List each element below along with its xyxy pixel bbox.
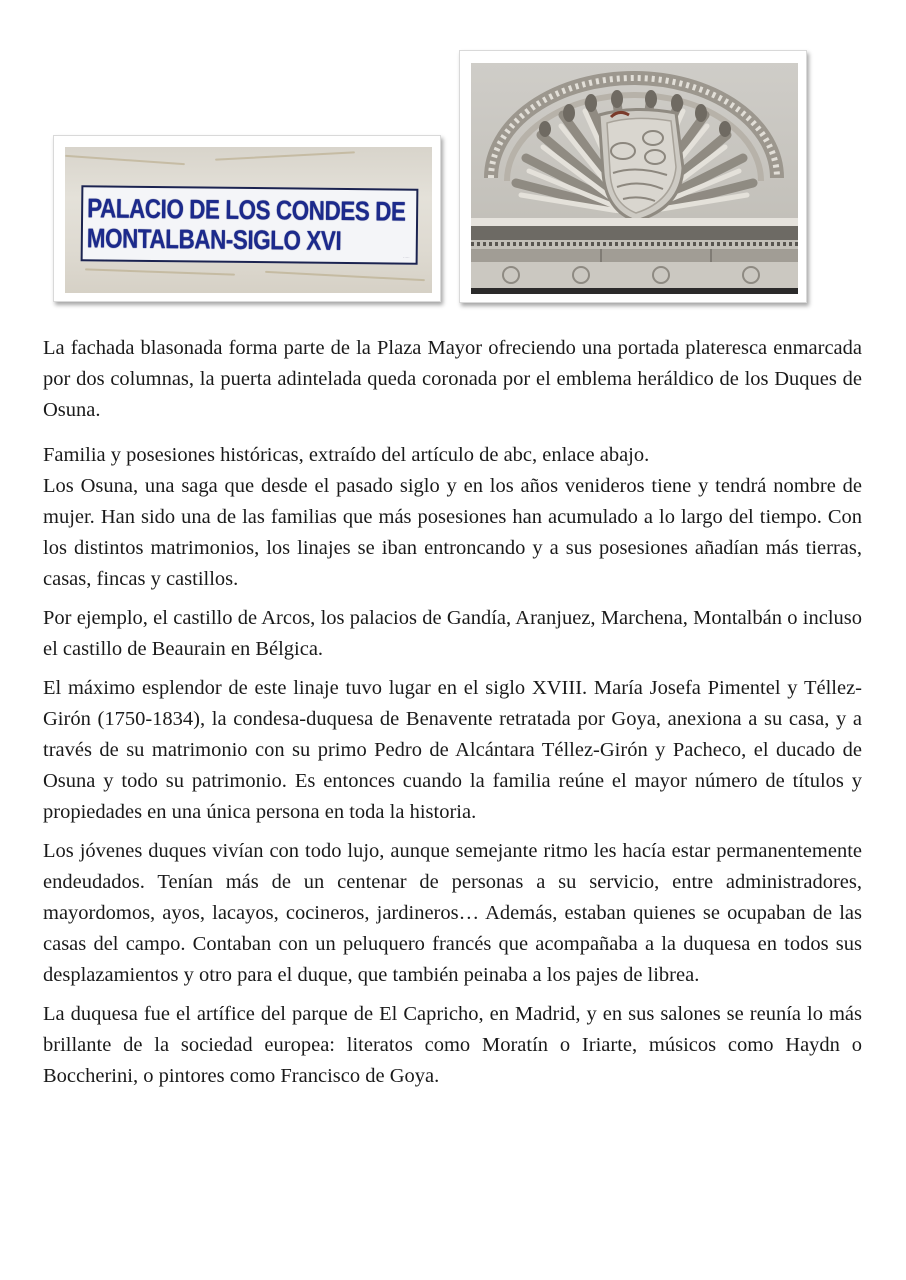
wall-crack xyxy=(85,268,235,275)
photo-frame-street-sign xyxy=(53,135,441,302)
photo-frame-coat-of-arms xyxy=(459,50,807,303)
paragraph-luxury: Los jóvenes duques vivían con todo lujo, aunque semejante ritmo les hacía estar permanentemente endeudados. Tenían más de un centenar de personas a su servicio, entre administradores, mayordomos, ayos, lacayos, cocineros, jardineros… Además, estaban quienes se ocupaban de las casas del campo. Contaban con un peluquero francés que acompañaba a la duquesa en todos sus desplazamientos y otro para el duque, que también peinaba a los pajes de librea. xyxy=(43,840,862,986)
wall-crack xyxy=(65,155,185,165)
sign-line-2: MONTALBAN-SIGLO XVI xyxy=(86,223,342,256)
azulejo-sign xyxy=(81,185,419,265)
street-sign-photo xyxy=(65,147,432,293)
paragraph-facade: La fachada blasonada forma parte de la Plaza Mayor ofreciendo una portada plateresca enmarcada por dos columnas, la puerta adintelada queda coronada por el emblema heráldico de los Duques de Osuna. xyxy=(43,337,862,421)
paragraph-source-note: Familia y posesiones históricas, extraído del artículo de abc, enlace abajo. xyxy=(43,444,650,466)
wall-crack xyxy=(265,271,425,281)
paragraph-osuna-saga: Los Osuna, una saga que desde el pasado siglo y en los años venideros tiene y tendrá nombre de mujer. Han sido una de las familias que más posesiones han acumulado a lo largo del tiempo. Con los distintos matrimonios, los linajes se iban entroncando y a sus posesiones añadían más tierras, casas, fincas y castillos. xyxy=(43,475,862,590)
paragraph-splendor: El máximo esplendor de este linaje tuvo lugar en el siglo XVIII. María Josefa Pimentel y Téllez-Girón (1750-1834), la condesa-duquesa de Benavente retratada por Goya, anexiona a su casa, y a través de su matrimonio con su primo Pedro de Alcántara Téllez-Girón y Pacheco, el ducado de Osuna y todo su patrimonio. Es entonces cuando la familia reúne el mayor número de títulos y propiedades en una única persona en toda la historia. xyxy=(43,677,862,823)
sign-line-1: PALACIO DE LOS CONDES DE xyxy=(87,193,406,227)
coat-of-arms-photo xyxy=(471,63,798,294)
article-body xyxy=(43,333,862,1092)
shell-pediment-illustration xyxy=(471,63,798,294)
tile-maker-mark: ····· xyxy=(402,254,410,260)
paragraph-el-capricho: La duquesa fue el artífice del parque de El Capricho, en Madrid, y en sus salones se reunía lo más brillante de la sociedad europea: literatos como Moratín o Iriarte, músicos como Haydn o Boccherini, o pintores como Francisco de Goya. xyxy=(43,1003,862,1087)
wall-crack xyxy=(215,151,355,160)
paragraph-possessions: Por ejemplo, el castillo de Arcos, los palacios de Gandía, Aranjuez, Marchena, Montalbán o incluso el castillo de Beaurain en Bélgica. xyxy=(43,607,862,660)
